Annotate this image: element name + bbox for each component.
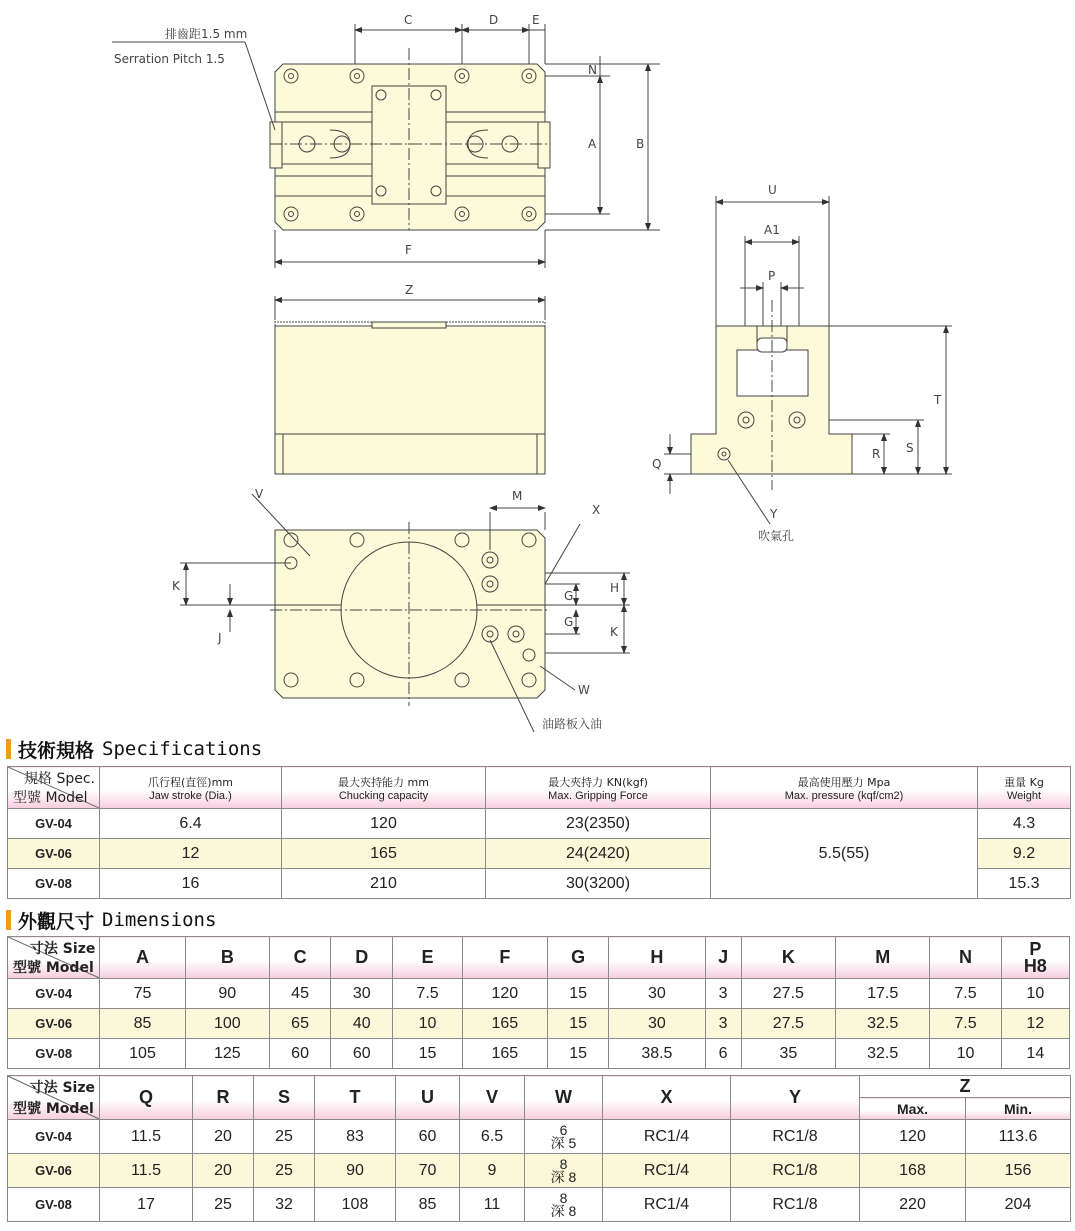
table-cell: 17 <box>100 1188 193 1222</box>
table-cell: 7.5 <box>930 1009 1001 1039</box>
table-cell: 11 <box>460 1188 525 1222</box>
col-capacity: 最大夾持能力 mm Chucking capacity <box>282 767 486 809</box>
table-cell: 10 <box>393 1009 462 1039</box>
table-cell: 20 <box>193 1154 254 1188</box>
table-cell: 14 <box>1001 1039 1069 1069</box>
table-cell: 16 <box>100 869 282 899</box>
table-cell: 7.5 <box>930 979 1001 1009</box>
table-cell: 120 <box>860 1120 966 1154</box>
drawing-label: E <box>532 13 540 27</box>
pitch-en-label: Serration Pitch 1.5 <box>114 52 225 66</box>
table-cell: GV-06 <box>8 1009 100 1039</box>
table-cell: 30 <box>609 1009 705 1039</box>
table-cell: 15 <box>393 1039 462 1069</box>
table-cell: 105 <box>100 1039 185 1069</box>
drawing-label: S <box>906 441 914 455</box>
table-cell: 10 <box>1001 979 1069 1009</box>
drawing-label: P <box>768 269 776 283</box>
table-cell: 60 <box>269 1039 330 1069</box>
table-cell: 24(2420) <box>486 839 711 869</box>
table-cell: 83 <box>315 1120 396 1154</box>
table-cell: 60 <box>331 1039 393 1069</box>
table-cell: 7.5 <box>393 979 462 1009</box>
table-cell: 8 深 8 <box>525 1154 603 1188</box>
drawing-label: W <box>578 683 590 697</box>
oil-inlet-label: 油路板入油 <box>542 717 603 731</box>
table-header-cell: X <box>603 1076 731 1120</box>
front-view-body <box>275 326 545 474</box>
table-header-cell: U <box>396 1076 460 1120</box>
pressure-cell: 5.5(55) <box>711 809 978 899</box>
table-cell: 4.3 <box>978 809 1071 839</box>
table-cell: 17.5 <box>836 979 930 1009</box>
table-cell: 165 <box>282 839 486 869</box>
drawing-label: U <box>768 183 777 197</box>
table-cell: 6 <box>705 1039 741 1069</box>
table-cell: 9 <box>460 1154 525 1188</box>
dimensions-table-2 <box>7 1075 1071 1222</box>
table-cell: 32 <box>254 1188 315 1222</box>
table-header-cell: A <box>100 937 185 979</box>
table-cell: 15 <box>547 1009 608 1039</box>
specs-section-title: 技術規格 Specifications <box>6 737 262 761</box>
table-cell: 210 <box>282 869 486 899</box>
table-cell: 10 <box>930 1039 1001 1069</box>
table-cell: 15.3 <box>978 869 1071 899</box>
drawing-label: R <box>872 447 881 461</box>
table-cell: 125 <box>185 1039 269 1069</box>
col-pressure: 最高使用壓力 Mpa Max. pressure (kqf/cm2) <box>711 767 978 809</box>
table-cell: 113.6 <box>966 1120 1071 1154</box>
drawing-label: C <box>404 13 413 27</box>
table-cell: GV-06 <box>8 1154 100 1188</box>
table-cell: RC1/4 <box>603 1188 731 1222</box>
table-header-cell: W <box>525 1076 603 1120</box>
table-cell: 70 <box>396 1154 460 1188</box>
table-row <box>8 1009 1070 1039</box>
table-row <box>8 1076 1071 1098</box>
drawing-label: A <box>588 137 597 151</box>
table-header-cell: T <box>315 1076 396 1120</box>
drawing-label: M <box>512 489 523 503</box>
table-cell: 11.5 <box>100 1154 193 1188</box>
table-cell: 8 深 8 <box>525 1188 603 1222</box>
drawing-label: T <box>934 393 942 407</box>
table-cell: 30 <box>609 979 705 1009</box>
table-cell: 30 <box>331 979 393 1009</box>
table-header-cell: Y <box>731 1076 860 1120</box>
blow-hole-label: 吹氣孔 <box>758 529 795 543</box>
table-header-cell: Min. <box>966 1098 1071 1120</box>
table-cell: 168 <box>860 1154 966 1188</box>
drawing-label: Z <box>405 283 414 297</box>
table-cell: 30(3200) <box>486 869 711 899</box>
table-header-cell: S <box>254 1076 315 1120</box>
col-p-h8: P H8 <box>1001 937 1069 979</box>
table-row <box>8 767 1071 809</box>
table-cell: 3 <box>705 979 741 1009</box>
table-cell: 40 <box>331 1009 393 1039</box>
table-cell: 25 <box>254 1120 315 1154</box>
table-cell: 165 <box>462 1039 547 1069</box>
table-cell: GV-06 <box>8 839 100 869</box>
table-cell: GV-04 <box>8 979 100 1009</box>
table-header-cell: R <box>193 1076 254 1120</box>
table-header-cell: E <box>393 937 462 979</box>
table-cell: 120 <box>282 809 486 839</box>
drawing-label: J <box>218 631 222 645</box>
table-row <box>8 1188 1071 1222</box>
table-cell: 6 深 5 <box>525 1120 603 1154</box>
table-header-cell: F <box>462 937 547 979</box>
table-cell: 3 <box>705 1009 741 1039</box>
table-cell: 60 <box>396 1120 460 1154</box>
table-cell: RC1/8 <box>731 1154 860 1188</box>
pitch-zh-label: 排齒距1.5 mm <box>165 27 248 41</box>
table-cell: 100 <box>185 1009 269 1039</box>
table-header-cell: Max. <box>860 1098 966 1120</box>
table-cell: RC1/4 <box>603 1120 731 1154</box>
col-stroke: 爪行程(直徑)mm Jaw stroke (Dia.) <box>100 767 282 809</box>
table-cell: 25 <box>254 1154 315 1188</box>
drawing-label: A1 <box>764 223 780 237</box>
table-cell: 90 <box>185 979 269 1009</box>
dims-section-title: 外觀尺寸 Dimensions <box>6 908 216 932</box>
drawing-label: K <box>610 625 618 639</box>
table-cell: 75 <box>100 979 185 1009</box>
dim2-corner-cell: 寸法 Size 型號 Model <box>8 1076 100 1120</box>
table-cell: 23(2350) <box>486 809 711 839</box>
drawing-label: V <box>255 487 264 501</box>
table-cell: 220 <box>860 1188 966 1222</box>
drawing-label: G <box>564 589 574 603</box>
table-cell: GV-04 <box>8 1120 100 1154</box>
spec-corner-cell: 規格 Spec. 型號 Model <box>8 767 100 809</box>
table-header-cell: M <box>836 937 930 979</box>
table-cell: 32.5 <box>836 1039 930 1069</box>
table-header-cell: V <box>460 1076 525 1120</box>
table-cell: 12 <box>1001 1009 1069 1039</box>
table-cell: 65 <box>269 1009 330 1039</box>
table-cell: 15 <box>547 1039 608 1069</box>
drawing-label: G <box>564 615 574 629</box>
table-cell: 90 <box>315 1154 396 1188</box>
table-cell: 108 <box>315 1188 396 1222</box>
table-cell: 156 <box>966 1154 1071 1188</box>
table-row <box>8 1120 1071 1154</box>
table-cell: GV-08 <box>8 869 100 899</box>
table-cell: 85 <box>396 1188 460 1222</box>
table-cell: 45 <box>269 979 330 1009</box>
table-cell: 25 <box>193 1188 254 1222</box>
drawing-label: H <box>610 581 620 595</box>
table-row <box>8 809 1071 839</box>
drawing-label: Q <box>652 457 662 471</box>
table-header-cell: G <box>547 937 608 979</box>
table-cell: GV-08 <box>8 1039 100 1069</box>
table-cell: 85 <box>100 1009 185 1039</box>
table-cell: 27.5 <box>741 979 835 1009</box>
table-cell: 11.5 <box>100 1120 193 1154</box>
table-header-cell: B <box>185 937 269 979</box>
table-cell: 6.4 <box>100 809 282 839</box>
table-cell: 6.5 <box>460 1120 525 1154</box>
table-cell: 120 <box>462 979 547 1009</box>
table-cell: GV-04 <box>8 809 100 839</box>
table-header-cell: N <box>930 937 1001 979</box>
dim-corner-cell: 寸法 Size 型號 Model <box>8 937 100 979</box>
table-header-cell: J <box>705 937 741 979</box>
table-cell: 15 <box>547 979 608 1009</box>
table-header-cell: D <box>331 937 393 979</box>
table-header-cell: C <box>269 937 330 979</box>
table-row <box>8 979 1070 1009</box>
drawing-label: F <box>405 243 412 257</box>
drawing-label: Y <box>770 507 778 521</box>
drawing-label: B <box>636 137 645 151</box>
dimensions-table-1 <box>7 936 1070 1069</box>
table-row <box>8 1154 1071 1188</box>
col-force: 最大夾持力 KN(kgf) Max. Gripping Force <box>486 767 711 809</box>
drawing-label: X <box>592 503 601 517</box>
table-cell: RC1/8 <box>731 1188 860 1222</box>
table-cell: 38.5 <box>609 1039 705 1069</box>
drawing-label: N <box>588 63 597 77</box>
table-cell: 27.5 <box>741 1009 835 1039</box>
table-cell: GV-08 <box>8 1188 100 1222</box>
table-header-cell: K <box>741 937 835 979</box>
table-cell: 20 <box>193 1120 254 1154</box>
table-cell: RC1/4 <box>603 1154 731 1188</box>
col-z: Z <box>860 1076 1071 1098</box>
table-row <box>8 937 1070 979</box>
table-header-cell: H <box>609 937 705 979</box>
specifications-table <box>7 766 1071 899</box>
table-cell: 32.5 <box>836 1009 930 1039</box>
col-weight: 重量 Kg Weight <box>978 767 1071 809</box>
table-cell: 35 <box>741 1039 835 1069</box>
table-header-cell: Q <box>100 1076 193 1120</box>
table-cell: 12 <box>100 839 282 869</box>
table-cell: RC1/8 <box>731 1120 860 1154</box>
table-cell: 165 <box>462 1009 547 1039</box>
table-row <box>8 1039 1070 1069</box>
table-cell: 204 <box>966 1188 1071 1222</box>
table-cell: 9.2 <box>978 839 1071 869</box>
drawing-label: K <box>172 579 180 593</box>
drawing-label: D <box>489 13 499 27</box>
